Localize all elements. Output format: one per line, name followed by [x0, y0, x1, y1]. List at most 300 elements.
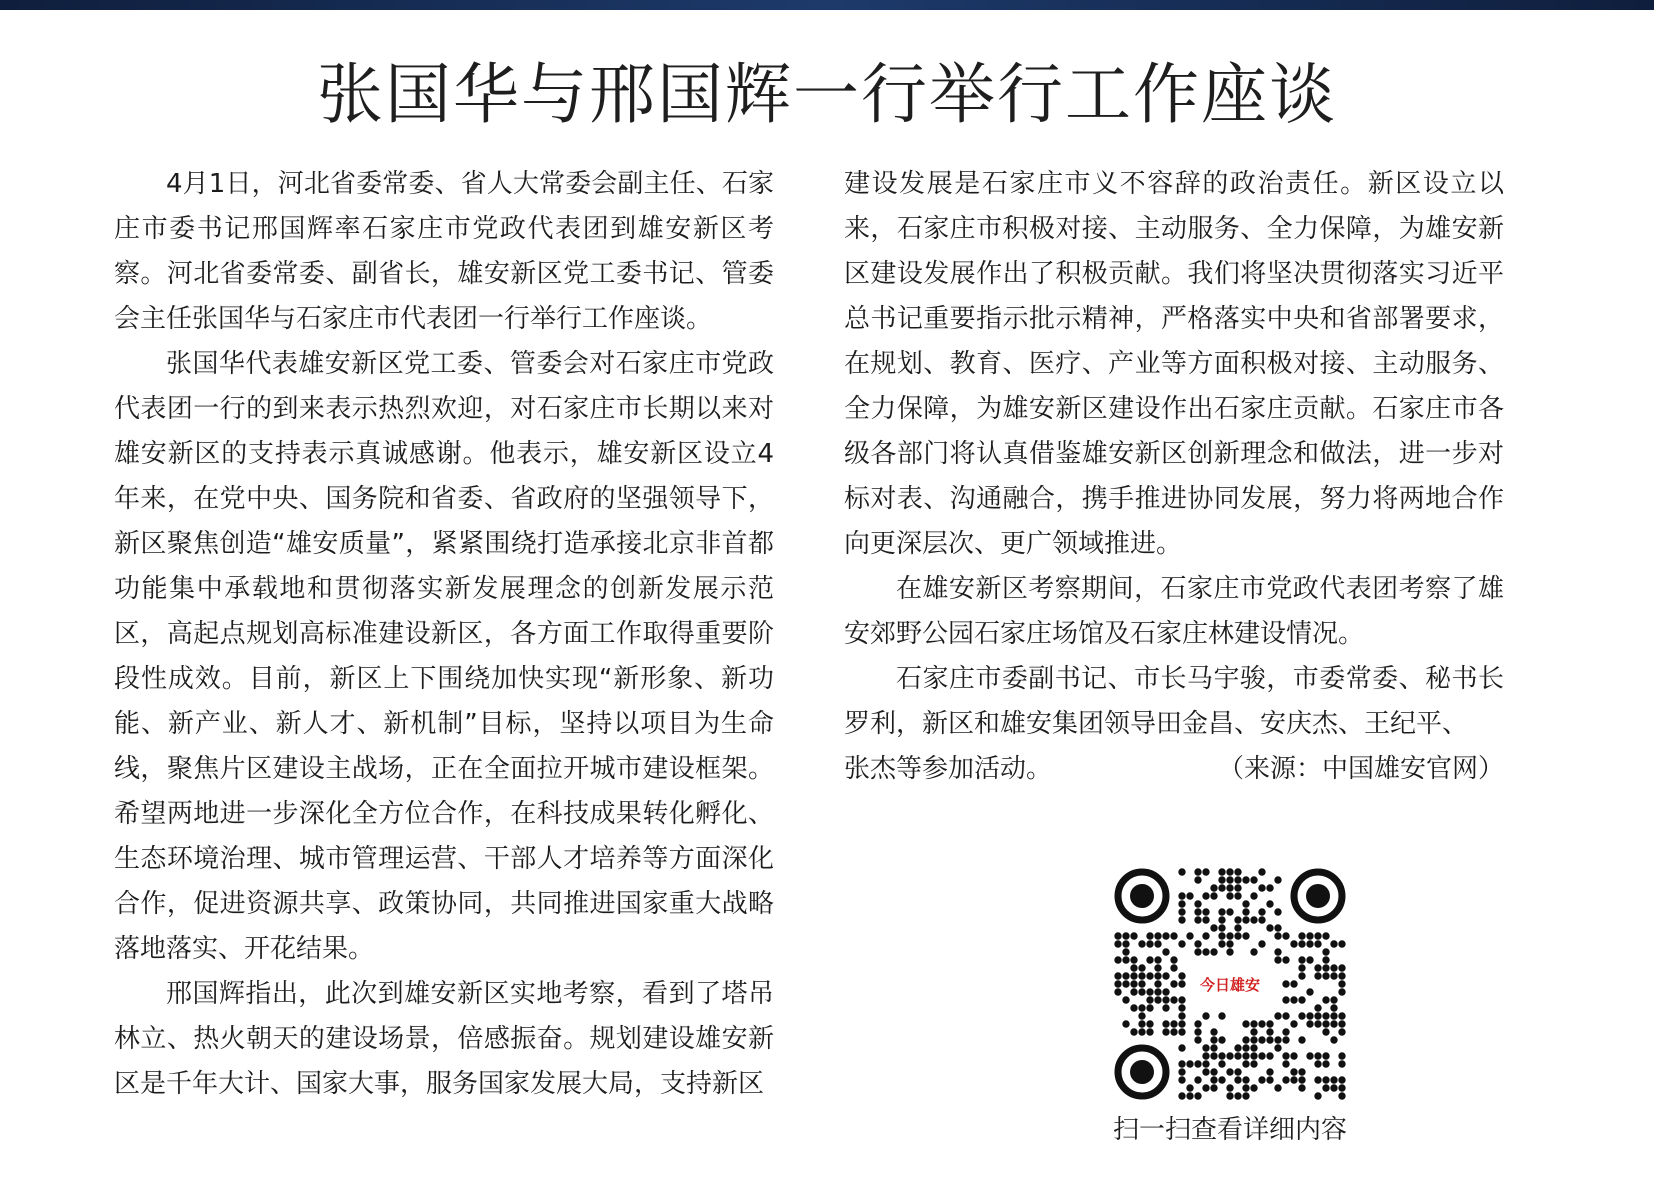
- paragraph-xing-remarks-continued: 建设发展是石家庄市义不容辞的政治责任。新区设立以来，石家庄市积极对接、主动服务、全力保障，为雄安新区建设发展作出了积极贡献。我们将坚决贯彻落实习近平总书记重要指示批示精神，严格落实中央和省部署要求，在规划、教育、医疗、产业等方面积极对接、主动服务、全力保障，为雄安新区建设作出石家庄贡献。石家庄市各级各部门将认真借鉴雄安新区创新理念和做法，进一步对标对表、沟通融合，携手推进协同发展，努力将两地合作向更深层次、更广领域推进。: [844, 169, 1504, 559]
- qr-module: [1322, 1020, 1329, 1027]
- qr-module: [1122, 940, 1129, 947]
- qr-module: [1266, 900, 1273, 907]
- qr-module: [1178, 1068, 1185, 1075]
- qr-module: [1194, 1092, 1201, 1099]
- qr-module: [1338, 1060, 1345, 1067]
- qr-module: [1322, 1052, 1329, 1059]
- qr-module: [1210, 884, 1217, 891]
- qr-module: [1306, 932, 1313, 939]
- qr-module: [1122, 972, 1129, 979]
- qr-module: [1258, 940, 1265, 947]
- qr-module: [1122, 932, 1129, 939]
- qr-module: [1114, 988, 1121, 995]
- qr-module: [1234, 884, 1241, 891]
- qr-module: [1274, 1084, 1281, 1091]
- qr-module: [1170, 964, 1177, 971]
- qr-module: [1154, 964, 1161, 971]
- qr-module: [1234, 1068, 1241, 1075]
- qr-module: [1146, 988, 1153, 995]
- qr-module: [1234, 1044, 1241, 1051]
- source-credit: （来源：中国雄安官网）: [1217, 754, 1504, 784]
- qr-module: [1122, 980, 1129, 987]
- qr-module: [1330, 972, 1337, 979]
- qr-module: [1282, 1036, 1289, 1043]
- qr-module: [1250, 892, 1257, 899]
- qr-module: [1242, 1052, 1249, 1059]
- qr-module: [1258, 916, 1265, 923]
- qr-module: [1114, 972, 1121, 979]
- qr-module: [1274, 876, 1281, 883]
- qr-module: [1226, 868, 1233, 875]
- qr-module: [1290, 1076, 1297, 1083]
- qr-module: [1202, 932, 1209, 939]
- qr-module: [1194, 868, 1201, 875]
- qr-module: [1138, 940, 1145, 947]
- qr-module: [1226, 884, 1233, 891]
- qr-logo-badge: [1192, 959, 1268, 1009]
- qr-module: [1178, 1020, 1185, 1027]
- qr-module: [1210, 892, 1217, 899]
- qr-module: [1290, 996, 1297, 1003]
- qr-module: [1338, 988, 1345, 995]
- qr-module: [1162, 948, 1169, 955]
- qr-module: [1338, 980, 1345, 987]
- qr-module: [1194, 876, 1201, 883]
- qr-module: [1178, 1044, 1185, 1051]
- qr-module: [1250, 1028, 1257, 1035]
- qr-module: [1258, 868, 1265, 875]
- qr-module: [1170, 1020, 1177, 1027]
- qr-module: [1314, 1052, 1321, 1059]
- qr-module: [1250, 1060, 1257, 1067]
- qr-module: [1226, 892, 1233, 899]
- qr-module: [1338, 964, 1345, 971]
- qr-module: [1154, 956, 1161, 963]
- qr-module: [1330, 1084, 1337, 1091]
- qr-module: [1250, 876, 1257, 883]
- qr-code[interactable]: [1114, 868, 1346, 1100]
- qr-module: [1298, 1076, 1305, 1083]
- qr-module: [1242, 908, 1249, 915]
- qr-module: [1250, 948, 1257, 955]
- qr-module: [1290, 940, 1297, 947]
- qr-module: [1114, 940, 1121, 947]
- qr-module: [1234, 916, 1241, 923]
- qr-module: [1138, 988, 1145, 995]
- qr-module: [1306, 1020, 1313, 1027]
- qr-module: [1226, 932, 1233, 939]
- qr-module: [1226, 1092, 1233, 1099]
- attendees-end: 张杰等参加活动。: [844, 754, 1053, 784]
- qr-module: [1122, 948, 1129, 955]
- qr-module: [1138, 980, 1145, 987]
- qr-module: [1218, 924, 1225, 931]
- qr-module: [1322, 972, 1329, 979]
- qr-module: [1178, 972, 1185, 979]
- qr-module: [1282, 980, 1289, 987]
- qr-module: [1194, 916, 1201, 923]
- qr-module: [1322, 1060, 1329, 1067]
- qr-module: [1314, 972, 1321, 979]
- qr-finder-dot: [1130, 884, 1154, 908]
- qr-module: [1218, 940, 1225, 947]
- qr-module: [1122, 1020, 1129, 1027]
- qr-module: [1130, 980, 1137, 987]
- qr-module: [1202, 1060, 1209, 1067]
- qr-module: [1306, 1012, 1313, 1019]
- qr-module: [1338, 1028, 1345, 1035]
- qr-module: [1138, 1028, 1145, 1035]
- qr-module: [1194, 900, 1201, 907]
- qr-module: [1298, 1012, 1305, 1019]
- qr-module: [1298, 1084, 1305, 1091]
- qr-module: [1282, 932, 1289, 939]
- qr-module: [1330, 996, 1337, 1003]
- qr-module: [1170, 980, 1177, 987]
- qr-module: [1330, 1012, 1337, 1019]
- qr-caption: 扫一扫查看详细内容: [1112, 1115, 1347, 1145]
- qr-module: [1210, 924, 1217, 931]
- qr-module: [1162, 932, 1169, 939]
- qr-module: [1282, 1076, 1289, 1083]
- qr-module: [1266, 1052, 1273, 1059]
- qr-logo-text: 今日雄安: [1199, 975, 1260, 994]
- qr-module: [1178, 940, 1185, 947]
- qr-module: [1266, 884, 1273, 891]
- qr-module: [1130, 964, 1137, 971]
- qr-module: [1322, 1028, 1329, 1035]
- qr-module: [1282, 1052, 1289, 1059]
- qr-module: [1314, 1076, 1321, 1083]
- qr-module: [1178, 1004, 1185, 1011]
- qr-module: [1146, 1028, 1153, 1035]
- qr-module: [1218, 1076, 1225, 1083]
- qr-module: [1306, 956, 1313, 963]
- qr-module: [1266, 1036, 1273, 1043]
- qr-module: [1210, 1068, 1217, 1075]
- qr-module: [1234, 876, 1241, 883]
- qr-module: [1250, 1084, 1257, 1091]
- qr-module: [1162, 996, 1169, 1003]
- qr-module: [1338, 972, 1345, 979]
- qr-module: [1154, 980, 1161, 987]
- qr-module: [1146, 940, 1153, 947]
- qr-module: [1242, 1036, 1249, 1043]
- paragraph-zhang-remarks: 张国华代表雄安新区党工委、管委会对石家庄市党政代表团一行的到来表示热烈欢迎，对石家庄市长期以来对雄安新区的支持表示真诚感谢。他表示，雄安新区设立4年来，在党中央、国务院和省委、省政府的坚强领导下，新区聚焦创造“雄安质量”，紧紧围绕打造承接北京非首都功能集中承载地和贯彻落实新发展理念的创新发展示范区，高起点规划高标准建设新区，各方面工作取得重要阶段性成效。目前，新区上下围绕加快实现“新形象、新功能、新产业、新人才、新机制”目标，坚持以项目为生命线，聚焦片区建设主战场，正在全面拉开城市建设框架。希望两地进一步深化全方位合作，在科技成果转化孵化、生态环境治理、城市管理运营、干部人才培养等方面深化合作，促进资源共享、政策协同，共同推进国家重大战略落地落实、开花结果。: [114, 349, 774, 964]
- qr-module: [1234, 932, 1241, 939]
- qr-module: [1210, 1052, 1217, 1059]
- qr-module: [1258, 1052, 1265, 1059]
- qr-module: [1170, 956, 1177, 963]
- qr-module: [1258, 908, 1265, 915]
- qr-module: [1274, 924, 1281, 931]
- qr-module: [1130, 972, 1137, 979]
- qr-module: [1250, 1020, 1257, 1027]
- qr-module: [1282, 996, 1289, 1003]
- qr-module: [1282, 1060, 1289, 1067]
- qr-module: [1138, 1012, 1145, 1019]
- qr-module: [1314, 1020, 1321, 1027]
- qr-module: [1330, 964, 1337, 971]
- qr-module: [1338, 940, 1345, 947]
- qr-module: [1146, 1004, 1153, 1011]
- qr-module: [1250, 1052, 1257, 1059]
- qr-module: [1194, 1020, 1201, 1027]
- qr-module: [1178, 900, 1185, 907]
- attendees-text: 石家庄市委副书记、市长马宇骏，市委常委、秘书长罗利，新区和雄安集团领导田金昌、安庆杰、王纪平、: [844, 664, 1504, 739]
- qr-module: [1194, 948, 1201, 955]
- qr-module: [1178, 980, 1185, 987]
- qr-module: [1114, 932, 1121, 939]
- qr-module: [1186, 932, 1193, 939]
- qr-module: [1178, 1012, 1185, 1019]
- paragraph-xing-remarks: 邢国辉指出，此次到雄安新区实地考察，看到了塔吊林立、热火朝天的建设场景，倍感振奋。规划建设雄安新区是千年大计、国家大事，服务国家发展大局，支持新区: [114, 979, 774, 1099]
- paragraph-intro: 4月1日，河北省委常委、省人大常委会副主任、石家庄市委书记邢国辉率石家庄市党政代表团到雄安新区考察。河北省委常委、副省长，雄安新区党工委书记、管委会主任张国华与石家庄市代表团一行举行工作座谈。: [114, 169, 774, 334]
- qr-module: [1234, 1052, 1241, 1059]
- qr-module: [1210, 1036, 1217, 1043]
- qr-module: [1322, 1084, 1329, 1091]
- qr-module: [1274, 948, 1281, 955]
- qr-module: [1314, 932, 1321, 939]
- qr-module: [1138, 972, 1145, 979]
- qr-module: [1226, 908, 1233, 915]
- qr-module: [1322, 1012, 1329, 1019]
- qr-module: [1298, 940, 1305, 947]
- qr-module: [1218, 1012, 1225, 1019]
- qr-module: [1218, 884, 1225, 891]
- qr-module: [1242, 1060, 1249, 1067]
- qr-module: [1314, 964, 1321, 971]
- qr-module: [1202, 892, 1209, 899]
- qr-module: [1202, 948, 1209, 955]
- qr-module: [1234, 924, 1241, 931]
- qr-module: [1218, 908, 1225, 915]
- qr-module: [1178, 916, 1185, 923]
- article-title: 张国华与邢国辉一行举行工作座谈: [317, 56, 1337, 133]
- qr-module: [1202, 1052, 1209, 1059]
- qr-module: [1298, 996, 1305, 1003]
- qr-module: [1266, 1028, 1273, 1035]
- qr-module: [1138, 1004, 1145, 1011]
- qr-module: [1218, 868, 1225, 875]
- qr-module: [1178, 1076, 1185, 1083]
- article-column-right: [844, 162, 1504, 792]
- qr-module: [1170, 996, 1177, 1003]
- qr-module: [1314, 1012, 1321, 1019]
- qr-module: [1314, 1060, 1321, 1067]
- qr-module: [1258, 1036, 1265, 1043]
- qr-module: [1258, 884, 1265, 891]
- qr-module: [1298, 1068, 1305, 1075]
- qr-module: [1314, 1092, 1321, 1099]
- qr-module: [1242, 900, 1249, 907]
- paragraph-inspection: 在雄安新区考察期间，石家庄市党政代表团考察了雄安郊野公园石家庄场馆及石家庄林建设情况。: [844, 574, 1504, 649]
- qr-module: [1258, 1076, 1265, 1083]
- qr-module: [1338, 1092, 1345, 1099]
- header-bar: [0, 0, 1654, 10]
- qr-module: [1210, 1076, 1217, 1083]
- qr-module: [1298, 956, 1305, 963]
- qr-module: [1218, 916, 1225, 923]
- qr-module: [1250, 1044, 1257, 1051]
- qr-module: [1234, 1092, 1241, 1099]
- qr-module: [1242, 1044, 1249, 1051]
- article-column-left: [114, 162, 774, 1107]
- qr-module: [1282, 1028, 1289, 1035]
- qr-module: [1226, 1084, 1233, 1091]
- qr-module: [1330, 1076, 1337, 1083]
- qr-module: [1338, 1012, 1345, 1019]
- qr-module: [1162, 972, 1169, 979]
- qr-module: [1162, 1004, 1169, 1011]
- qr-module: [1322, 1076, 1329, 1083]
- qr-module: [1178, 908, 1185, 915]
- qr-module: [1186, 1060, 1193, 1067]
- qr-module: [1322, 956, 1329, 963]
- qr-module: [1162, 1028, 1169, 1035]
- qr-module: [1234, 1076, 1241, 1083]
- qr-module: [1202, 908, 1209, 915]
- qr-module: [1122, 956, 1129, 963]
- qr-module: [1290, 1068, 1297, 1075]
- qr-module: [1130, 1028, 1137, 1035]
- qr-module: [1178, 1028, 1185, 1035]
- qr-module: [1178, 868, 1185, 875]
- qr-module: [1282, 956, 1289, 963]
- qr-module: [1322, 996, 1329, 1003]
- qr-module: [1234, 892, 1241, 899]
- qr-module: [1234, 868, 1241, 875]
- qr-module: [1130, 1004, 1137, 1011]
- qr-module: [1274, 908, 1281, 915]
- qr-module: [1298, 932, 1305, 939]
- qr-module: [1130, 988, 1137, 995]
- qr-module: [1274, 1044, 1281, 1051]
- qr-module: [1202, 1068, 1209, 1075]
- qr-module: [1186, 1084, 1193, 1091]
- qr-module: [1322, 948, 1329, 955]
- qr-module: [1154, 996, 1161, 1003]
- qr-module: [1250, 916, 1257, 923]
- qr-module: [1338, 1076, 1345, 1083]
- qr-module: [1306, 940, 1313, 947]
- qr-module: [1314, 940, 1321, 947]
- qr-module: [1218, 1052, 1225, 1059]
- qr-module: [1306, 1052, 1313, 1059]
- qr-module: [1242, 932, 1249, 939]
- qr-module: [1146, 1020, 1153, 1027]
- qr-module: [1290, 980, 1297, 987]
- qr-module: [1274, 1012, 1281, 1019]
- qr-finder-dot: [1306, 884, 1330, 908]
- qr-module: [1162, 1020, 1169, 1027]
- qr-module: [1194, 1036, 1201, 1043]
- qr-module: [1178, 1060, 1185, 1067]
- qr-module: [1122, 996, 1129, 1003]
- qr-module: [1242, 916, 1249, 923]
- qr-finder-dot: [1130, 1060, 1154, 1084]
- qr-module: [1130, 932, 1137, 939]
- qr-module: [1274, 932, 1281, 939]
- qr-module: [1202, 868, 1209, 875]
- qr-module: [1258, 1020, 1265, 1027]
- qr-module: [1330, 1020, 1337, 1027]
- qr-module: [1114, 980, 1121, 987]
- qr-module: [1218, 876, 1225, 883]
- qr-module: [1210, 1044, 1217, 1051]
- qr-module: [1202, 916, 1209, 923]
- qr-module: [1170, 1028, 1177, 1035]
- paragraph-attendees: [844, 657, 1504, 747]
- qr-module: [1266, 1020, 1273, 1027]
- qr-module: [1266, 1068, 1273, 1075]
- qr-module: [1130, 956, 1137, 963]
- qr-module: [1266, 1076, 1273, 1083]
- qr-module: [1322, 932, 1329, 939]
- qr-module: [1242, 1076, 1249, 1083]
- qr-module: [1154, 932, 1161, 939]
- qr-module: [1194, 1060, 1201, 1067]
- qr-module: [1138, 1020, 1145, 1027]
- qr-module: [1114, 956, 1121, 963]
- qr-module: [1338, 1020, 1345, 1027]
- qr-module: [1154, 940, 1161, 947]
- qr-module: [1242, 1084, 1249, 1091]
- qr-module: [1146, 932, 1153, 939]
- qr-module: [1274, 1036, 1281, 1043]
- qr-module: [1210, 1084, 1217, 1091]
- qr-module: [1338, 1052, 1345, 1059]
- qr-module: [1298, 1036, 1305, 1043]
- qr-module: [1194, 940, 1201, 947]
- qr-module: [1274, 956, 1281, 963]
- qr-module: [1250, 1036, 1257, 1043]
- qr-module: [1186, 892, 1193, 899]
- qr-module: [1298, 964, 1305, 971]
- qr-module: [1330, 1004, 1337, 1011]
- qr-module: [1202, 1044, 1209, 1051]
- qr-module: [1194, 908, 1201, 915]
- qr-module: [1146, 956, 1153, 963]
- qr-module: [1322, 964, 1329, 971]
- qr-module: [1178, 1092, 1185, 1099]
- qr-module: [1154, 972, 1161, 979]
- qr-code-block: [1060, 868, 1400, 1148]
- qr-module: [1178, 892, 1185, 899]
- qr-module: [1242, 1020, 1249, 1027]
- qr-module: [1138, 964, 1145, 971]
- qr-module: [1226, 876, 1233, 883]
- qr-module: [1290, 1052, 1297, 1059]
- qr-module: [1218, 932, 1225, 939]
- qr-module: [1202, 1084, 1209, 1091]
- qr-module: [1218, 1060, 1225, 1067]
- qr-module: [1194, 1076, 1201, 1083]
- qr-module: [1146, 972, 1153, 979]
- qr-module: [1218, 1036, 1225, 1043]
- qr-module: [1210, 1028, 1217, 1035]
- qr-module: [1146, 996, 1153, 1003]
- qr-module: [1186, 1092, 1193, 1099]
- qr-module: [1226, 948, 1233, 955]
- qr-module: [1242, 876, 1249, 883]
- qr-module: [1282, 1012, 1289, 1019]
- qr-module: [1202, 1012, 1209, 1019]
- qr-module: [1170, 932, 1177, 939]
- qr-module: [1338, 1084, 1345, 1091]
- qr-module: [1306, 988, 1313, 995]
- qr-module: [1330, 940, 1337, 947]
